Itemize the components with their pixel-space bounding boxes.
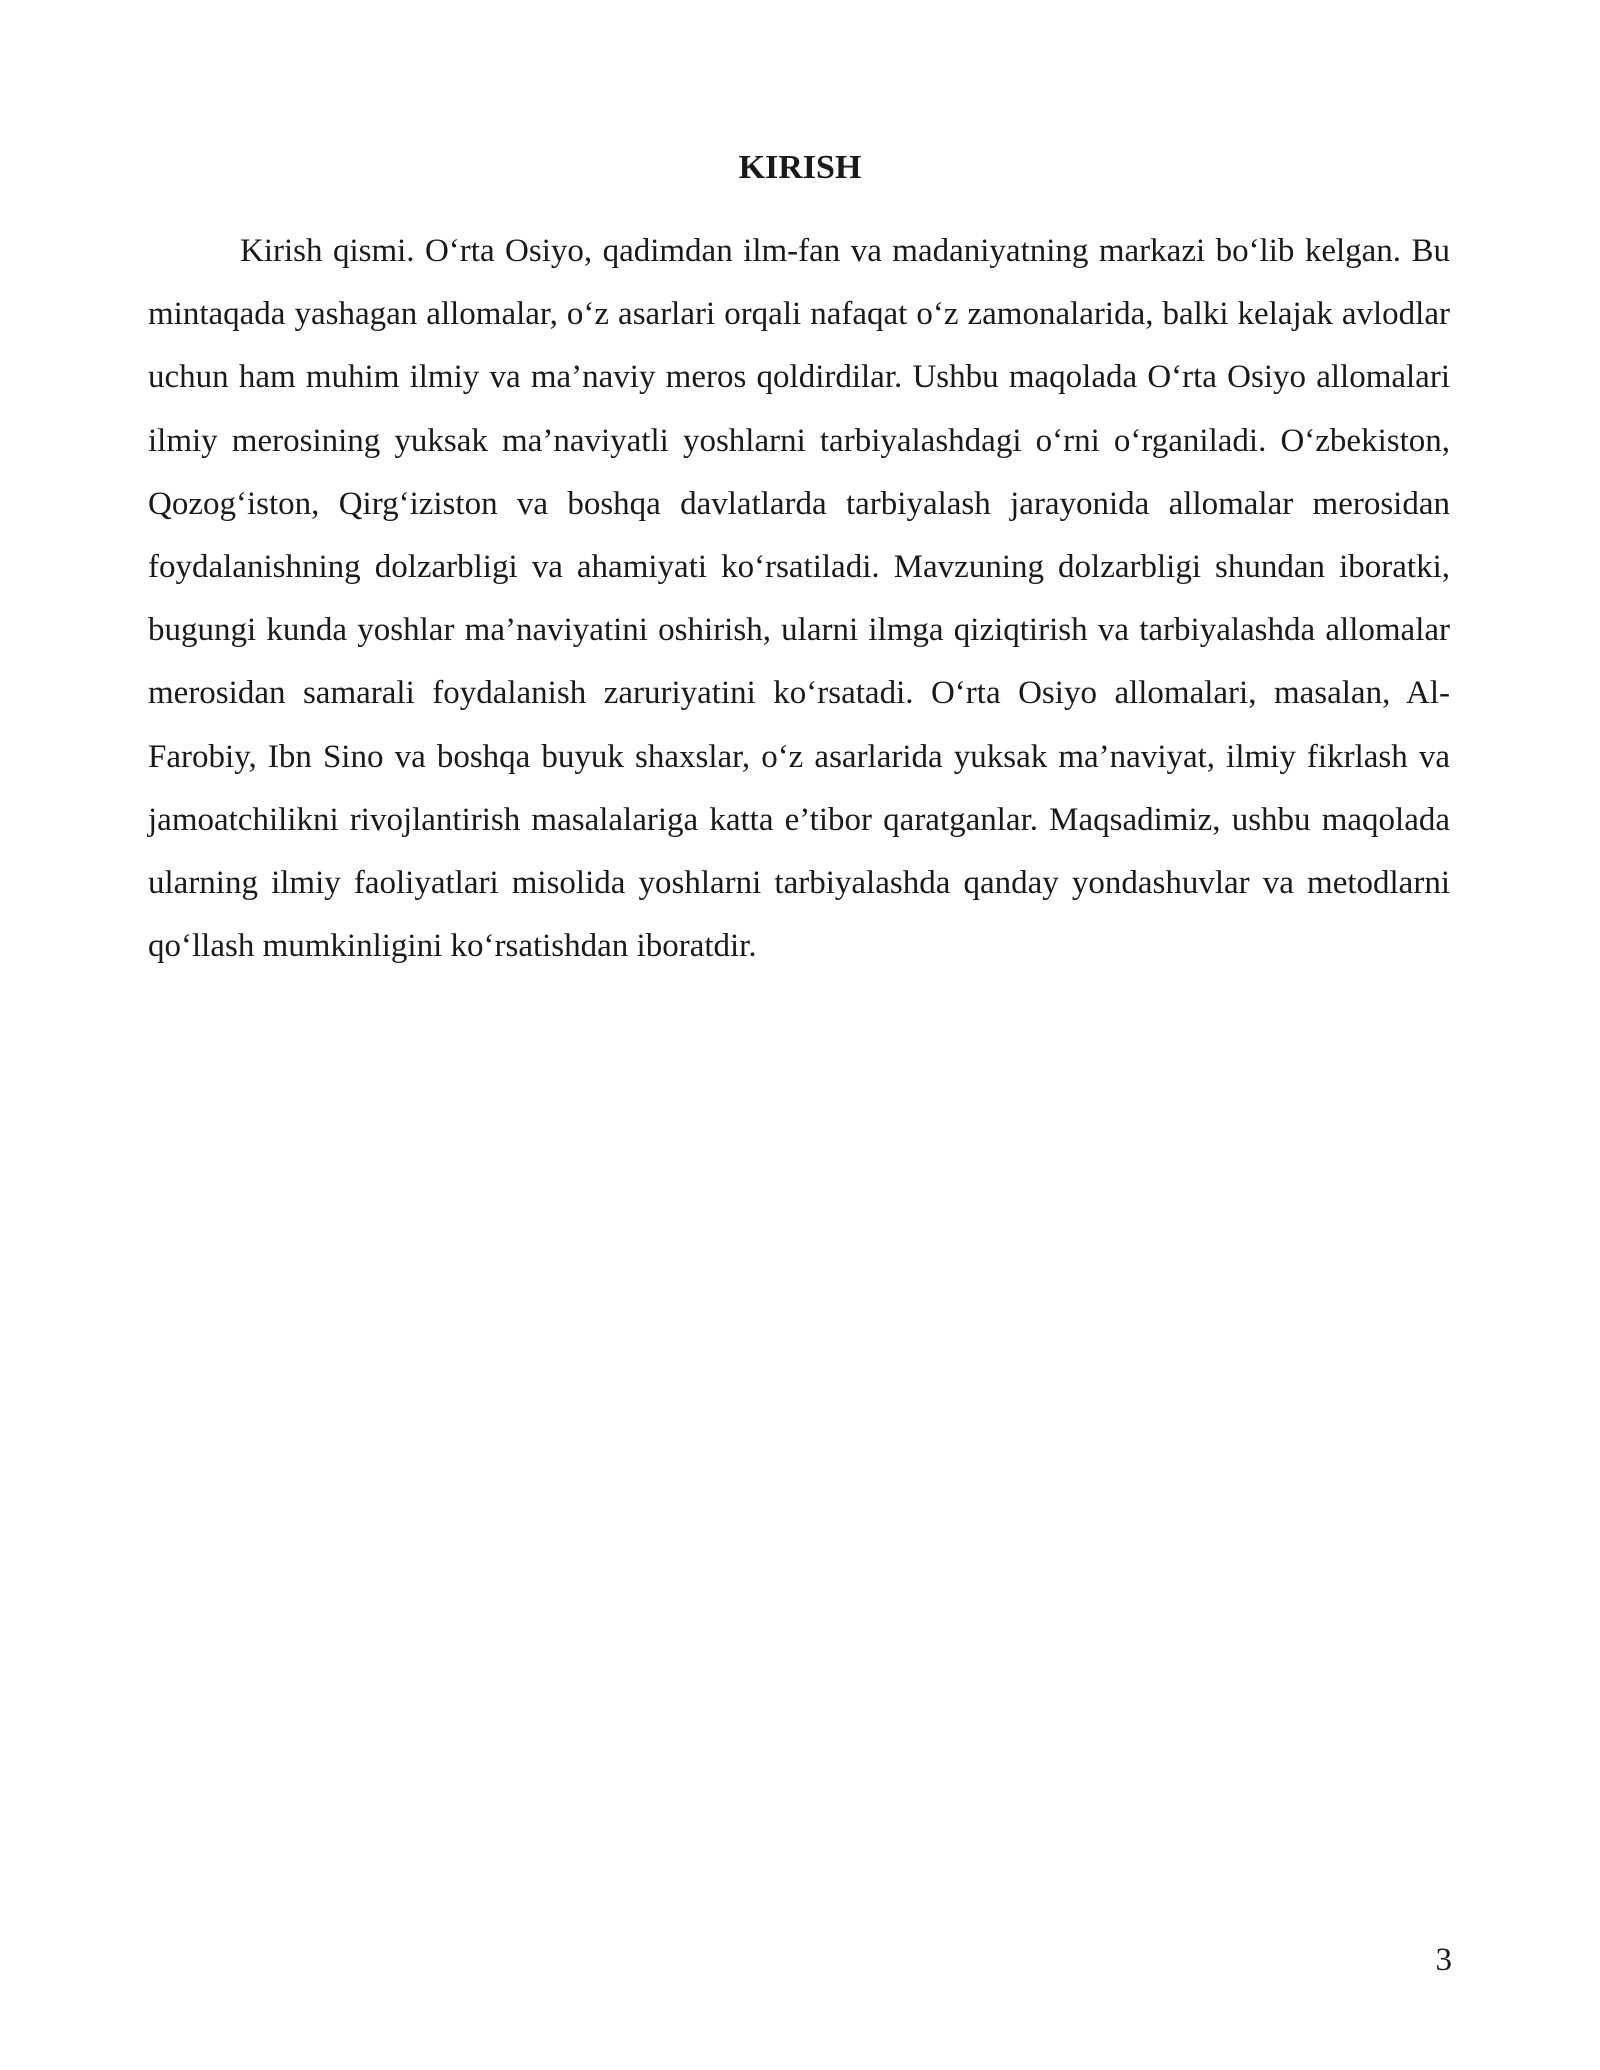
page-number: 3 <box>1435 1942 1452 1978</box>
intro-paragraph: Kirish qismi. O‘rta Osiyo, qadimdan ilm-fan va madaniyatning markazi bo‘lib kelgan. Bu mintaqada yashagan allomalar, o‘z asarlari orqali nafaqat o‘z zamonalarida, balki kelajak avlodlar uchun ham muhim ilmiy va ma’naviy meros qoldirdilar. Ushbu maqolada O‘rta Osiyo allomalari ilmiy merosining yuksak ma’naviyatli yoshlarni tarbiyalashdagi o‘rni o‘rganiladi. O‘zbekiston, Qozog‘iston, Qirg‘iziston va boshqa davlatlarda tarbiyalash jarayonida allomalar merosidan foydalanishning dolzarbligi va ahamiyati ko‘rsatiladi. Mavzuning dolzarbligi shundan iboratki, bugungi kunda yoshlar ma’naviyatini oshirish, ularni ilmga qiziqtirish va tarbiyalashda allomalar merosidan samarali foydalanish zaruriyatini ko‘rsatadi. O‘rta Osiyo allomalari, masalan, Al-Farobiy, Ibn Sino va boshqa buyuk shaxslar, o‘z asarlarida yuksak ma’naviyat, ilmiy fikrlash va jamoatchilikni rivojlantirish masalalariga katta e’tibor qaratganlar. Maqsadimiz, ushbu maqolada ularning ilmiy faoliyatlari misolida yoshlarni tarbiyalashda qanday yondashuvlar va metodlarni qo‘llash mumkinligini ko‘rsatishdan iboratdir. <box>148 233 1450 965</box>
section-heading: KIRISH <box>738 149 862 186</box>
